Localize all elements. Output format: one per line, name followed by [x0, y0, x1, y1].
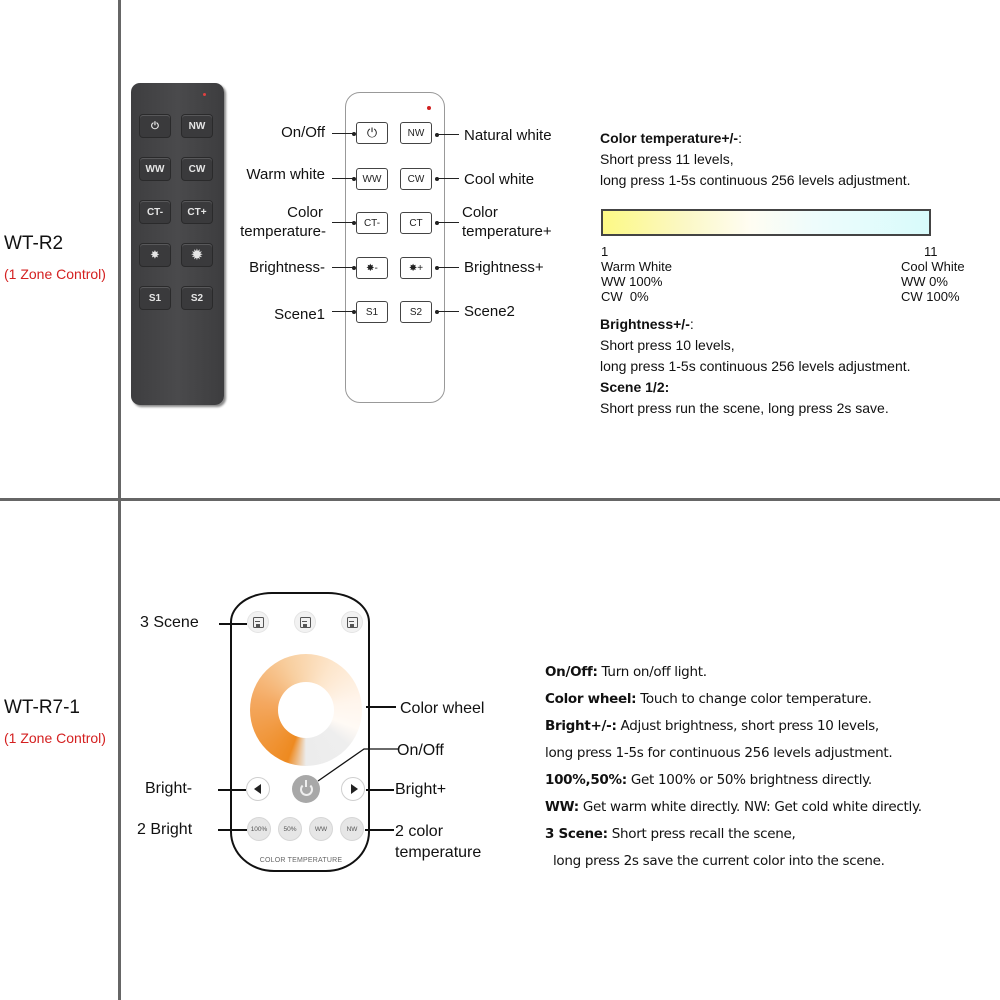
diagram-cw-button: CW	[400, 168, 432, 190]
callout-brightness-minus: Brightness-	[249, 259, 325, 276]
callout-color-temp-plus-1: Color	[462, 204, 498, 221]
diagram-brightness-plus-button: ✸+	[400, 257, 432, 279]
leader-line	[332, 311, 354, 312]
brightness-50-button[interactable]: 50%	[278, 817, 302, 841]
leader-line-on-off	[310, 745, 400, 785]
desc-line: Color wheel: Touch to change color temperature.	[545, 691, 872, 707]
scale-left-cw: CW 0%	[601, 289, 649, 304]
callout-3-scene: 3 Scene	[140, 614, 199, 631]
sun-large-icon: ✹	[191, 247, 203, 262]
callout-color-temp-minus-2: temperature-	[240, 223, 326, 240]
scale-left-ww: WW 100%	[601, 274, 663, 289]
callout-color-temp-plus-2: temperature+	[462, 223, 552, 240]
leader-line	[437, 311, 459, 312]
nw-button[interactable]: NW	[182, 115, 212, 137]
callout-scene2: Scene2	[464, 303, 515, 320]
row-divider	[0, 498, 1000, 501]
color-wheel-center	[278, 682, 334, 738]
callout-bright-minus: Bright-	[145, 780, 193, 797]
scale-left-number: 1	[601, 244, 609, 259]
ct-line2: long press 1-5s continuous 256 levels adjustment.	[600, 172, 911, 188]
desc-line: long press 2s save the current color into the scene.	[545, 853, 885, 869]
scene2-button[interactable]: S2	[182, 287, 212, 309]
desc-line: long press 1-5s for continuous 256 levels adjustment.	[545, 745, 893, 761]
diagram-brightness-minus-button: ✸-	[356, 257, 388, 279]
power-icon: ⏻	[151, 120, 159, 132]
sun-small-icon: ✸	[150, 249, 160, 261]
desc-line: 3 Scene: Short press recall the scene,	[545, 826, 796, 842]
scale-right-ww: WW 0%	[901, 274, 948, 289]
ww-button[interactable]: WW	[140, 158, 170, 180]
desc-line: WW: Get warm white directly. NW: Get cold white directly.	[545, 799, 922, 815]
desc-line: Bright+/-: Adjust brightness, short press 10 levels,	[545, 718, 879, 734]
diagram-ww-button: WW	[356, 168, 388, 190]
callout-color-wheel: Color wheel	[400, 700, 485, 717]
save-icon	[347, 617, 358, 628]
scale-right	[901, 244, 965, 304]
diagram-power-button	[356, 122, 388, 144]
callout-2-color-1: 2 color	[395, 823, 444, 840]
ct-description: Color temperature+/-: Short press 11 levels, long press 1-5s continuous 256 levels adjustment.	[600, 128, 911, 191]
diagram-ct-plus-button: CT	[400, 212, 432, 234]
leader-line	[437, 134, 459, 135]
arrow-right-icon	[351, 784, 358, 794]
callout-natural-white: Natural white	[464, 127, 552, 144]
scale-left	[601, 244, 672, 304]
zone-label: (1 Zone Control)	[4, 730, 106, 746]
diagram-nw-button: NW	[400, 122, 432, 144]
callout-brightness-plus: Brightness+	[464, 259, 544, 276]
remote-footer-label: COLOR TEMPERATURE	[259, 857, 343, 864]
scale-left-name: Warm White	[601, 259, 673, 274]
leader-line	[332, 267, 354, 268]
leader-line	[332, 133, 354, 134]
brightness-line2: long press 1-5s continuous 256 levels adjustment.	[600, 358, 911, 374]
ww-button[interactable]: WW	[309, 817, 333, 841]
callout-on-off: On/Off	[397, 742, 444, 759]
scene-title: Scene 1/2:	[600, 379, 670, 395]
brightness-title: Brightness+/-	[600, 316, 690, 332]
ct-line1: Short press 11 levels,	[600, 151, 734, 167]
callout-2-bright: 2 Bright	[137, 821, 193, 838]
callout-scene1: Scene1	[274, 306, 325, 323]
callout-bright-plus: Bright+	[395, 781, 447, 798]
scene-3-button[interactable]	[341, 611, 363, 633]
leader-line	[437, 222, 459, 223]
leader-line	[218, 829, 247, 831]
diagram-scene1-button: S1	[356, 301, 388, 323]
callout-2-color-2: temperature	[395, 844, 482, 861]
leader-line	[437, 178, 459, 179]
scene-1-button[interactable]	[247, 611, 269, 633]
brightness-line1: Short press 10 levels,	[600, 337, 735, 353]
ct-plus-button[interactable]: CT+	[182, 201, 212, 223]
scale-right-number: 11	[924, 244, 938, 259]
scale-right-cw: CW 100%	[901, 289, 960, 304]
brightness-100-button[interactable]: 100%	[247, 817, 271, 841]
power-icon: ⏻	[366, 125, 378, 140]
leader-line	[332, 222, 354, 223]
leader-line	[218, 789, 246, 791]
model-name: WT-R2	[4, 233, 64, 254]
model-name: WT-R7-1	[4, 697, 80, 718]
leader-line	[366, 789, 394, 791]
scene1-button[interactable]: S1	[140, 287, 170, 309]
scale-right-name: Cool White	[901, 259, 965, 274]
callout-color-temp-minus-1: Color	[287, 204, 323, 221]
ct-minus-button[interactable]: CT-	[140, 201, 170, 223]
leader-line	[366, 706, 396, 708]
scene-2-button[interactable]	[294, 611, 316, 633]
callout-on-off: On/Off	[281, 124, 325, 141]
brightness-minus-button[interactable]	[140, 244, 170, 266]
ct-title: Color temperature+/-	[600, 130, 739, 146]
leader-line	[365, 829, 394, 831]
dark-remote-photo	[131, 83, 224, 405]
bright-minus-button[interactable]	[246, 777, 270, 801]
arrow-left-icon	[254, 784, 261, 794]
desc-line: On/Off: Turn on/off light.	[545, 664, 707, 680]
remote-diagram	[345, 92, 445, 403]
nw-button[interactable]: NW	[340, 817, 364, 841]
led-indicator	[427, 106, 431, 110]
cw-button[interactable]: CW	[182, 158, 212, 180]
leader-line	[219, 623, 247, 625]
power-button[interactable]	[140, 115, 170, 137]
callout-warm-white: Warm white	[246, 166, 325, 183]
zone-label: (1 Zone Control)	[4, 266, 106, 282]
save-icon	[253, 617, 264, 628]
desc-line: 100%,50%: Get 100% or 50% brightness directly.	[545, 772, 872, 788]
diagram-scene2-button: S2	[400, 301, 432, 323]
leader-line	[332, 178, 354, 179]
leader-line	[437, 267, 459, 268]
brightness-scene-description: Brightness+/-: Short press 10 levels, long press 1-5s continuous 256 levels adjustment. Scene 1/2: Short press run the scene, long press 2s save.	[600, 314, 911, 419]
wt-r7-descriptions	[545, 659, 922, 875]
color-temperature-gradient-bar	[601, 209, 931, 236]
diagram-ct-minus-button: CT-	[356, 212, 388, 234]
callout-cool-white: Cool white	[464, 171, 535, 188]
save-icon	[300, 617, 311, 628]
scene-line1: Short press run the scene, long press 2s save.	[600, 400, 889, 416]
led-indicator	[203, 93, 206, 96]
